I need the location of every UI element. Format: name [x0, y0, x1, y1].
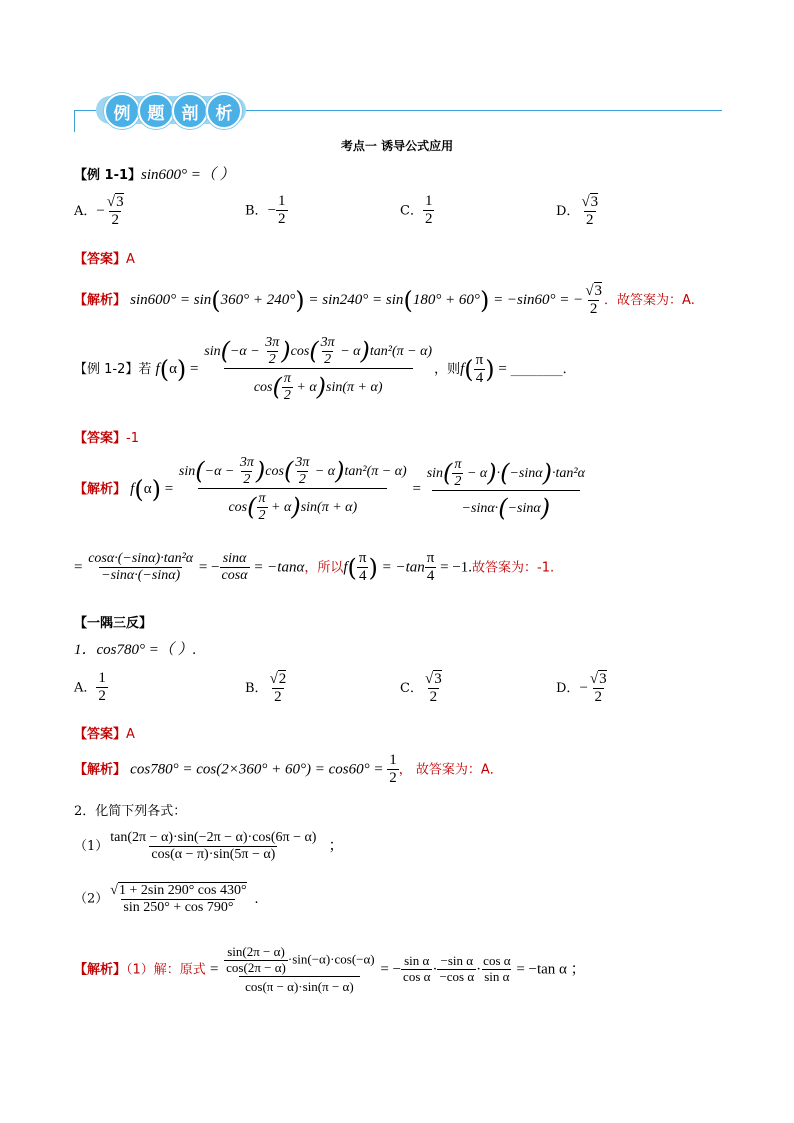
analysis-tail: ， 故答案为：A．: [398, 762, 503, 778]
solution-text: （1）解：原式: [126, 962, 206, 978]
q1-option-c: C． $\frac{√3}{2}$: [400, 671, 442, 706]
ex12-then: ，则: [434, 362, 461, 378]
ex11-answer: [74, 248, 135, 267]
banner-line-left: [74, 110, 75, 132]
option-label: C．: [400, 203, 423, 219]
ex12-question: 【例 1-2】若 f(α) = sin(−α − $\frac{3\pi}{2}$ )cos( $\frac{3\pi}{2}$ − α)tan²(π − α) cos( $\frac{\pi}{2}$ + α)sin(π + α) ，则f( $\frac{\pi}{4}$ ) = ________．: [74, 335, 576, 404]
banner-char: 剖: [172, 93, 208, 129]
answer-label: 【答案】: [74, 252, 127, 267]
practice-q1: 1．cos780° =（ ）.: [74, 642, 197, 658]
banner-char: 题: [138, 93, 174, 129]
practice-title: 【一隅三反】: [74, 616, 153, 631]
ex12-analysis-cont: = $\frac{\text{cosα·(−sinα)·tan²α}}{-\sin\alpha\cdot(-\sin\alpha)}$ = − $\frac{\sin\alpha}{\cos\alpha}$ = −tanα，所以f( $\frac{\pi}{4}$ ) = −tan $\frac{\pi}{4}$ = −1.故答案为：-1.: [74, 550, 555, 585]
q2-solution: 【解析】（1）解：原式 = $\frac{\sin(2\pi - \alpha)}{\cos(2\pi - \alpha)}$ ·sin(−α)·cos(−α) cos(π − α)·sin(π − α) = − $\frac{\text{sin α}}{\text{cos α}}$ · $\frac{\text{−sin α}}{\text{−cos α}}$ · $\frac{\text{cos α}}{\text{sin α}}$ = −tan α ；: [74, 944, 586, 994]
part-label: （2）: [74, 891, 109, 907]
section-title: 考点一 诱导公式应用: [340, 139, 454, 153]
analysis-label: 【解析】: [74, 762, 127, 778]
analysis-tail: ．故答案为：A.: [604, 292, 695, 308]
ex12-blank: ________．: [510, 362, 576, 378]
answer-label: 【答案】: [74, 431, 127, 446]
q1-option-a: A． $\frac{1}{2}$: [74, 670, 106, 705]
q1-analysis: 【解析】 cos780° = cos(2×360° + 60°) = cos60° = $\frac{1}{2}$ ， 故答案为：A．: [74, 752, 503, 787]
banner-char: 例: [104, 93, 140, 129]
ex11-label: 【例 1-1】: [74, 168, 142, 183]
practice-q2: 2．化简下列各式：: [74, 804, 187, 819]
option-label: D．: [556, 203, 580, 219]
ex12-tail: 故答案为：-1.: [472, 560, 555, 576]
ex12-analysis: 【解析】 f(α) = sin(−α − $\frac{3\pi}{2}$ )cos( $\frac{3\pi}{2}$ − α)tan²(π − α) cos( $\frac{\pi}{2}$ + α)sin(π + α) = sin( $\frac{\pi}{2}$ − α)·(−sinα)·tan²α −sinα·(−sinα): [74, 455, 585, 524]
ex11-option-b: B．− $\frac{1}{2}$: [245, 193, 286, 228]
answer-label: 【答案】: [74, 727, 127, 742]
analysis-label: 【解析】: [74, 962, 127, 978]
q1-option-d: D．− $\frac{√3}{2}$: [556, 671, 607, 706]
answer-value: A: [126, 727, 135, 742]
ex11-question-text: sin600° =（ ）: [141, 167, 235, 183]
analysis-label: 【解析】: [74, 292, 127, 308]
option-label: C．: [400, 680, 423, 696]
ex11-option-a: A．− $\frac{√3}{2}$: [74, 194, 124, 229]
q1-answer: [74, 723, 135, 742]
answer-value: -1: [126, 431, 139, 446]
answer-value: A: [126, 252, 135, 267]
option-label: A．: [74, 203, 97, 219]
q1-option-b: B． $\frac{√2}{2}$: [245, 671, 287, 706]
option-label: B．: [245, 680, 268, 696]
ex12-so: ，所以: [304, 560, 344, 576]
option-label: B．: [245, 203, 268, 219]
option-label: A．: [74, 680, 97, 696]
ex12-answer: [74, 427, 139, 446]
ex11-option-c: C． $\frac{1}{2}$: [400, 193, 433, 228]
ex11-option-d: D． $\frac{√3}{2}$: [556, 194, 599, 229]
ex12-label: 【例 1-2】若: [74, 362, 152, 378]
ex11-analysis: 【解析】 sin600° = sin(360° + 240°) = sin240° = sin(180° + 60°) = −sin60° = − $\frac{√3}{2}$ ．故答案为：A.: [74, 283, 695, 318]
banner-char: 析: [206, 93, 242, 129]
analysis-label: 【解析】: [74, 482, 127, 498]
q2-part1: （1） $\frac{\tan(2\pi - \alpha)\cdot\sin(-2\pi - \alpha)\cdot\cos(6\pi - \alpha)}{\cos(\alpha - \pi)\cdot\sin(5\pi - \alpha)}$ ；: [74, 830, 344, 863]
ex11-question: [74, 163, 235, 184]
q2-part2: （2） $\frac{√1 + 2\sin 290^\circ \cos 430^\circ}{\sin 250^\circ + \cos 790^\circ}$ .: [74, 883, 259, 916]
option-label: D．: [556, 680, 580, 696]
part-label: （1）: [74, 839, 109, 855]
